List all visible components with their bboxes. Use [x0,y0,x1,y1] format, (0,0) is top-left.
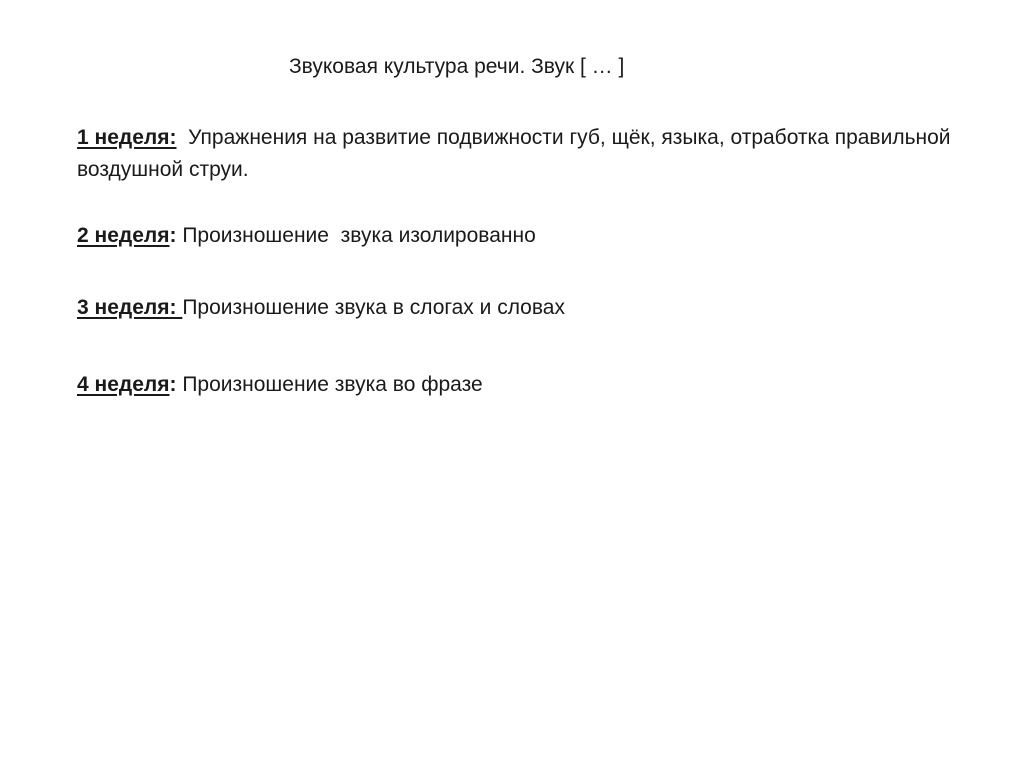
week-2-label: 2 неделя [77,224,170,247]
week-2-colon: : [169,224,177,247]
week-4-colon: : [169,373,177,396]
slide-title: Звуковая культура речи. Звук [ … ] [289,55,625,78]
week-1-text: Упражнения на развитие подвижности губ, щёк, языка, отработка правильной воздушной струи. [77,126,951,181]
week-4-item [77,369,957,401]
week-2-text: Произношение звука изолированно [182,224,536,247]
week-4-label: 4 неделя [77,373,170,396]
week-2-item [77,220,957,252]
week-3-label: 3 неделя: [77,296,183,319]
week-1-item [77,122,957,186]
week-3-text: Произношение звука в слогах и словах [182,296,565,319]
week-1-label: 1 неделя: [77,126,177,149]
week-1-separator [176,126,188,149]
week-4-text: Произношение звука во фразе [182,373,483,396]
week-3-item [77,292,957,324]
